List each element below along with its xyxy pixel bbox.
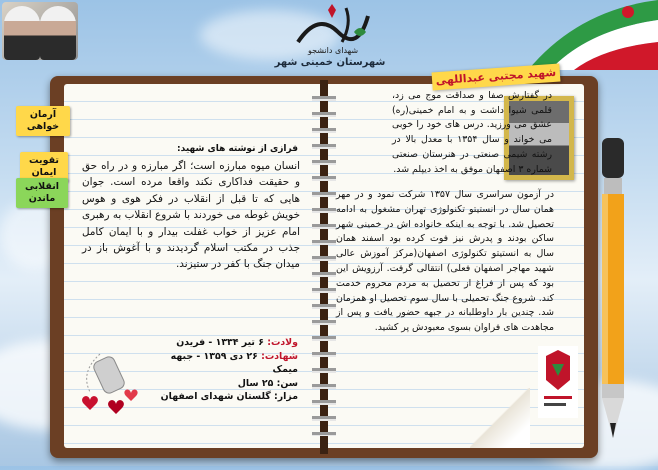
martyr-info: [150, 336, 298, 404]
tag-idealism: آرمان خواهی: [16, 106, 70, 136]
spiral-rings: [312, 96, 336, 436]
pen-icon: [596, 138, 630, 438]
leaders-portrait: [2, 2, 78, 60]
tag-strengthen-faith: تقویت ایمان: [20, 152, 68, 182]
bio-paragraph-2: در آزمون سراسری سال ۱۳۵۷ شرکت نمود و در مهر همان سال در انستیتو تکنولوژی تهران مشغول به ادامه تحصیل شد. با توجه به اینکه خانواده اش در خمینی شهر ساکن بودند و پدرش نیز فوت کرده بود اسفند همان سال به انستیتو تکنولوژی اصفهان(مرکز آموزش عالی شهید مهاجر اصفهان فعلی) انتقالی گرفت. آرزویش این بود که پس از فراغ از تحصیل به مردم محروم خدمت کند. شروع جنگ تحمیلی با سال سوم تحصیل او همزمان شد. چندین بار داوطلبانه در جبهه حضور یافت و پس از مجاهدت های فراوان بسوی معبودش پر کشید.: [336, 189, 555, 334]
info-grave: مزار: گلستان شهدای اصفهان: [160, 391, 298, 402]
city-subtitle: شهرستان خمینی شهر: [274, 57, 386, 68]
leader-portrait: [40, 6, 76, 60]
tag-stay-revolutionary: انقلابی ماندن: [16, 178, 68, 208]
martyrs-logo: [288, 2, 378, 56]
will-quote: انسان میوه مبارزه است؛ اگر مبارزه و در راه حق و حقیقت فداکاری نکند واقعا مرده است. جوان هایی که تا قبل از انقلاب در فکر هوی و هوس خویش غوطه می خوردند با شروع انقلاب به رهبری امام عزیز از خواب غفلت بیدار و با ایمان کامل جذب در مکتب اسلام گردیدند و با آغوش باز در میدان جنگ با کفر در ستیزند.: [82, 160, 300, 271]
bio-paragraph-1: در گفتارش صفا و صداقت موج می زد، قلمی شیوا داشت و به امام خمینی(ره) عشق می ورزید. درس های خود را خوبی می خواند و سال ۱۳۵۴ با معدل بالا در رشته شیمی صنعتی در هنرستان صنعتی شماره ۳ اصفهان موفق به اخذ دیپلم شد.: [392, 90, 552, 175]
info-birth: ولادت: ۶ تیر ۱۳۳۴ - فریدن: [176, 337, 298, 348]
info-martyrdom: شهادت: ۲۶ دی ۱۳۵۹ - جبهه میمک: [170, 350, 298, 375]
page-curl: [470, 388, 530, 448]
logo-text: شهدای دانشجو: [307, 46, 359, 55]
info-age: سن: ۲۵ سال: [237, 377, 298, 389]
foundation-emblem: [538, 346, 578, 418]
will-heading: فرازی از نوشته های شهید:: [177, 144, 298, 154]
dogtags-hearts-decoration: [70, 352, 150, 422]
leader-portrait: [4, 6, 40, 60]
iran-flag: [488, 0, 658, 70]
martyr-name-tag: شهید مجتبی عبداللهی: [432, 64, 561, 91]
